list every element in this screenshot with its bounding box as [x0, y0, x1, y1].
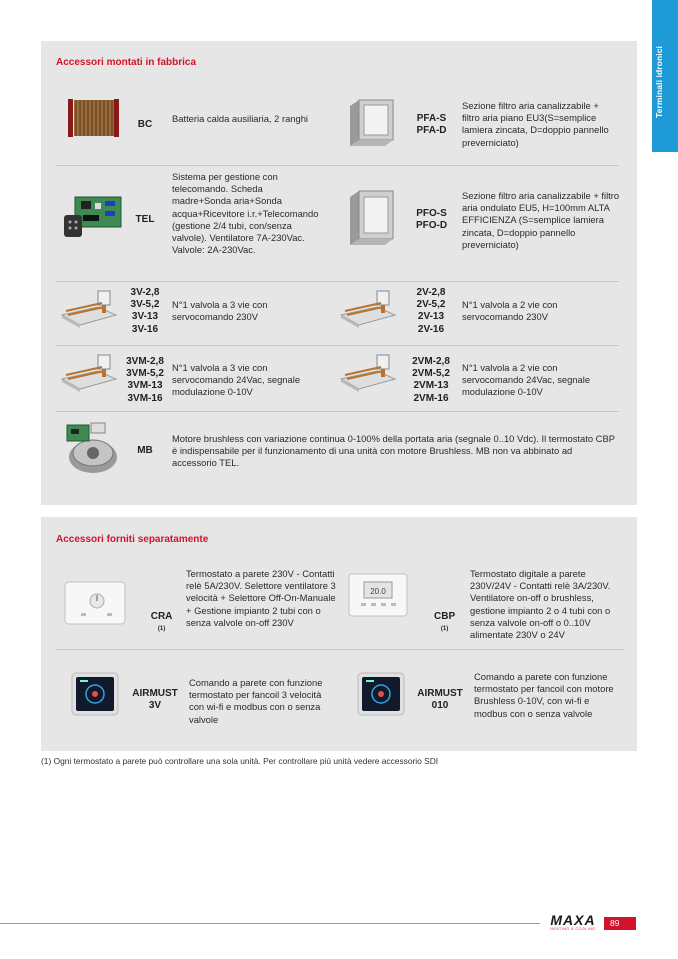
accessory-description: Sezione filtro aria canalizzabile + filtro aria piano EU3(S=semplice lamiera zincata, D=doppio pannello preverniciato) [462, 100, 609, 148]
touch-panel-icon [71, 672, 119, 716]
section-tab-label: Terminali idronici [654, 45, 664, 118]
valve-kit-icon [58, 289, 120, 329]
accessory-description: N°1 valvola a 2 vie con servocomando 230V [462, 299, 558, 323]
footer-divider [0, 923, 540, 924]
digital-thermostat-icon [347, 572, 409, 618]
accessory-code: AIRMUST 3V [132, 688, 178, 712]
footnote: (1) Ogni termostato a parete può controllare una sola unità. Per controllare più unità vedere accessorio SDI [41, 756, 439, 766]
brand-name: MAXA [550, 912, 596, 928]
accessory-description: Termostato digitale a parete 230V/24V - Contatti relè 3A/230V. Ventilatore on-off o brushless, gestione impianto 2 o 4 tubi con o senza valvole on-off o 0..10V alimentate 230V o 24V [470, 568, 611, 641]
page-number: 89 [604, 917, 636, 930]
separate-accessories-panel [41, 517, 637, 751]
accessory-description: N°1 valvola a 2 vie con servocomando 24Vac, segnale modulazione 0-10V [462, 362, 591, 398]
accessory-code-text: CRA [150, 611, 173, 623]
brand-tagline: HEATING & COOLING [550, 927, 596, 931]
valve-kit-icon [58, 353, 120, 393]
accessory-description: Comando a parete con funzione termostato per fancoil con motore Brushless 0-10V, con wi-fi e modbus con o senza valvole [474, 671, 614, 719]
brand-logo [544, 913, 602, 932]
panel-title: Accessori forniti separatamente [56, 534, 209, 545]
accessory-code: 2V-2,8 2V-5,2 2V-13 2V-16 [416, 287, 446, 335]
filter-box-icon [347, 98, 397, 150]
accessory-description: Batteria calda ausiliaria, 2 ranghi [172, 113, 309, 124]
accessory-code: 2VM-2,8 2VM-5,2 2VM-13 2VM-16 [412, 356, 450, 404]
accessory-description: Comando a parete con funzione termostato per fancoil 3 velocità con wi-fi e modbus con o senza valvole [189, 677, 323, 725]
panel-title: Accessori montati in fabbrica [56, 57, 197, 68]
accessory-description: Termostato a parete 230V - Contatti relè 5A/230V. Selettore ventilatore 3 velocità + Selettore Off-On-Manuale + Gestione impianto 2 tubi con o senza valvole on-off 230V [186, 568, 336, 628]
footnote-ref: (1) [440, 626, 449, 633]
accessory-code [419, 599, 459, 651]
accessory-description: N°1 valvola a 3 vie con servocomando 230V [172, 299, 268, 323]
accessory-code: BC [137, 119, 153, 130]
accessory-description: Sezione filtro aria canalizzabile + filtro aria ondulato EU5, H=100mm ALTA EFFICIENZA (S=semplice lamiera zincata, D=doppio pannello preverniciato) [462, 190, 620, 250]
filter-box-icon [347, 189, 397, 249]
heating-coil-icon [66, 96, 122, 140]
valve-kit-icon [337, 353, 399, 393]
factory-accessories-panel [41, 41, 637, 505]
row-divider [56, 165, 619, 166]
accessory-description: Motore brushless con variazione continua 0-100% della portata aria (segnale 0..10 Vdc). Il termostato CBP è indispensabile per il funzionamento di una unità con motore Brushless. MB non va abbinato ad accessorio TEL. [172, 433, 615, 469]
section-tab [652, 0, 678, 152]
row-divider [56, 345, 619, 346]
row-divider [56, 281, 619, 282]
touch-panel-icon [357, 672, 405, 716]
accessory-code: AIRMUST 010 [417, 688, 463, 712]
brushless-motor-icon [61, 417, 123, 477]
accessory-code-text: CBP [434, 611, 456, 623]
control-board-icon [61, 191, 125, 239]
footnote-ref: (1) [157, 626, 166, 633]
accessory-code: TEL [135, 214, 155, 225]
accessory-code: 3VM-2,8 3VM-5,2 3VM-13 3VM-16 [126, 356, 164, 404]
wall-thermostat-icon [63, 579, 127, 627]
svg-text:20.0: 20.0 [370, 587, 386, 596]
accessory-code: 3V-2,8 3V-5,2 3V-13 3V-16 [130, 287, 160, 335]
valve-kit-icon [337, 289, 399, 329]
accessory-code: PFO-S PFO-D [415, 208, 448, 232]
accessory-description: N°1 valvola a 3 vie con servocomando 24Vac, segnale modulazione 0-10V [172, 362, 301, 398]
row-divider [56, 411, 619, 412]
accessory-code [136, 599, 176, 651]
accessory-code: MB [137, 445, 153, 456]
accessory-description: Sistema per gestione con telecomando. Scheda madre+Sonda aria+Sonda acqua+Ricevitore i.r.+Telecomando (gestione 2/4 tubi, con/senza valvole). Ventilatore 7A-230Vac. Valvole: 2A-230Vac. [172, 171, 319, 256]
accessory-code: PFA-S PFA-D [416, 113, 447, 137]
